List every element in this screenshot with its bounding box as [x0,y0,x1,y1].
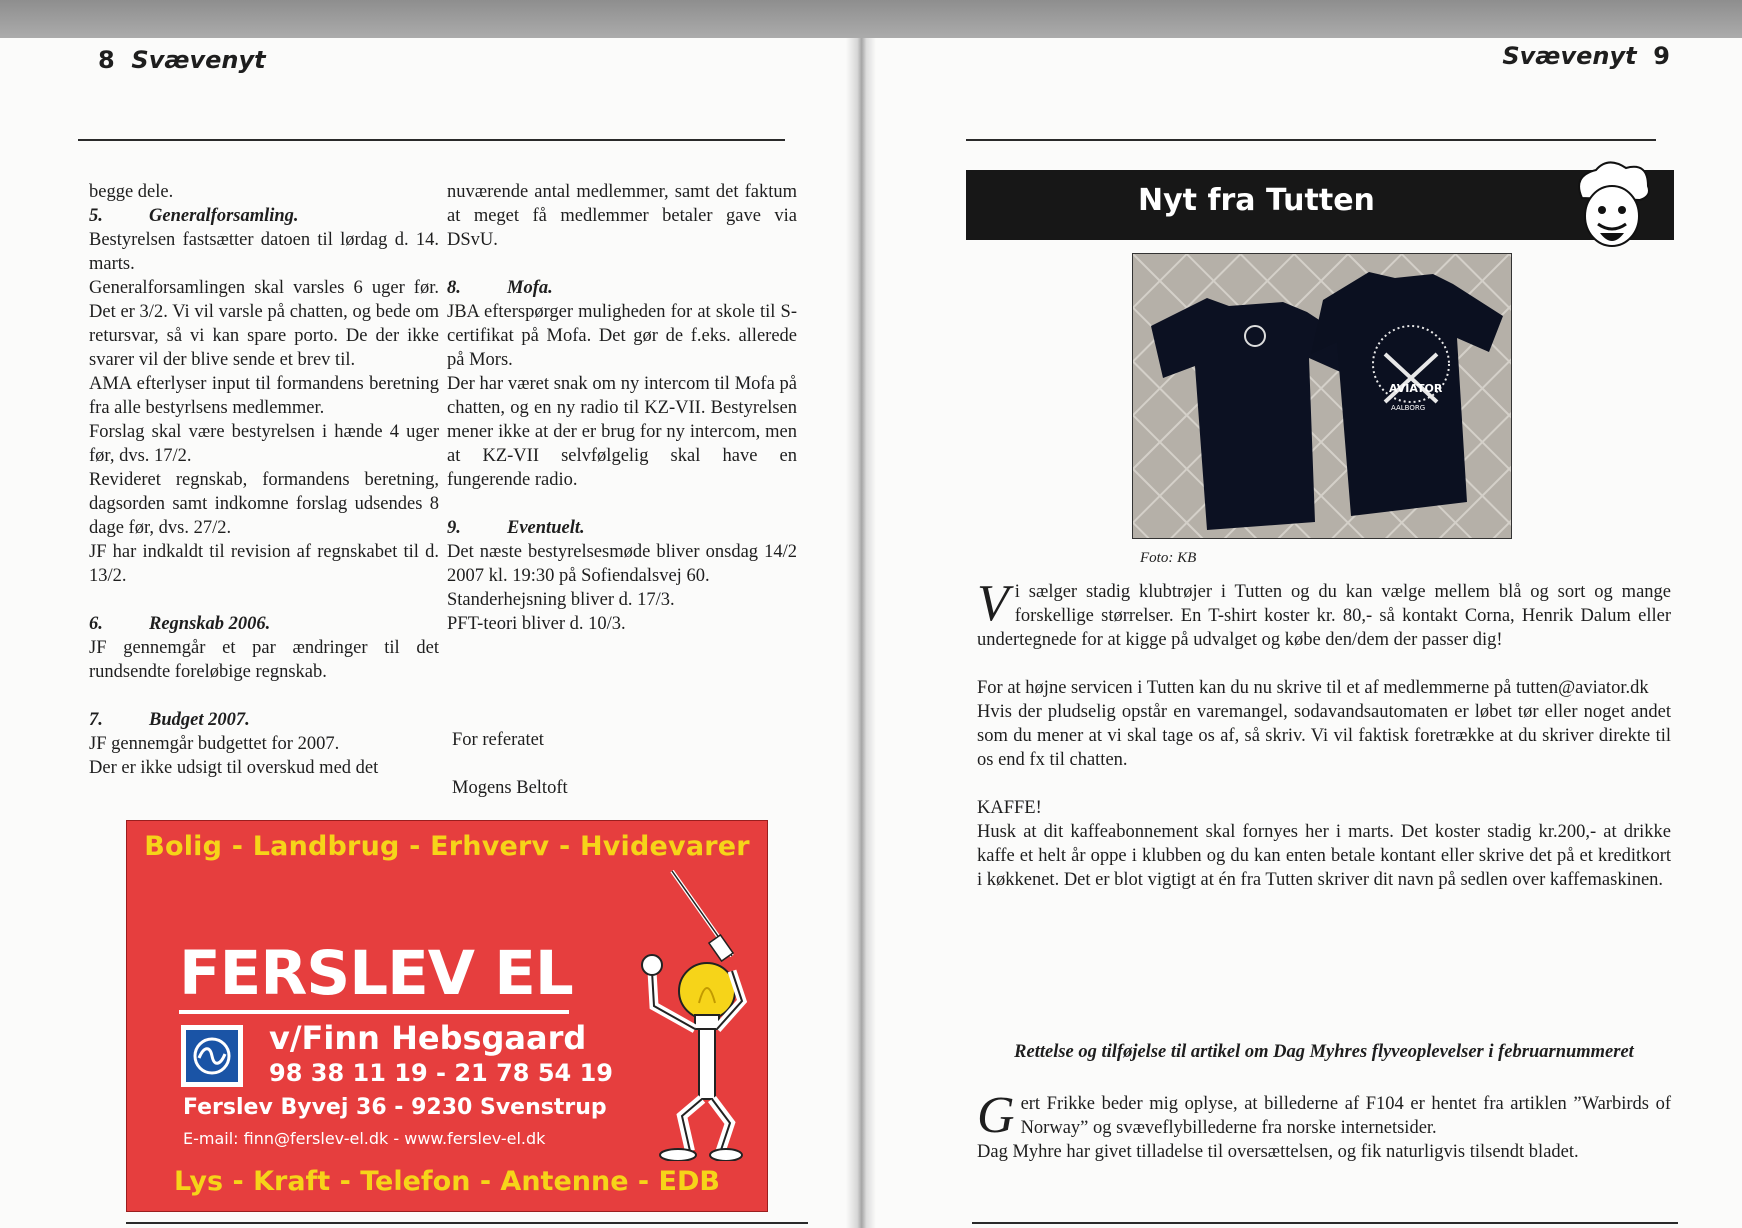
ad-phone: 98 38 11 19 - 21 78 54 19 [269,1059,613,1087]
section-heading: 8. Mofa. [447,278,553,298]
photo-caption: Foto: KB [1140,550,1197,566]
page-number: 9 [1653,42,1670,70]
paragraph: Der har været snak om ny intercom til Mofa på chatten, og en ny radio til KZ-VII. Bestyrelsen mener ikke at der er brug for ny intercom, men at KZ-VII selvfølgelig skal have en fungerende radio. [447,374,797,490]
continued-text: begge dele. [89,182,174,202]
background-top [0,0,1742,40]
left-column-2 [447,180,797,636]
paragraph: JBA efterspørger muligheden for at skole til S-certifikat på Mofa. Det gør de f.eks. allerede på Mors. [447,302,797,370]
ad-owner: v/Finn Hebsgaard [269,1019,587,1057]
ad-brand: FERSLEV EL [179,938,573,1009]
paragraph: Vi sælger stadig klubtrøjer i Tutten og du kan vælge mellem blå og sort og mange forskellige størrelser. En T-shirt koster kr. 80,- så kontakt Corna, Henrik Dalum eller undertegnede for at kigge på udvalget og købe den/dem der passer dig! [977,575,1671,650]
paragraph: Forslag skal være bestyrelsen i hænde 4 uger før, dvs. 17/2. [89,422,439,466]
paragraph: Der er ikke udsigt til overskud med det [89,758,379,778]
article-body-1 [977,575,1671,892]
section-heading: 5. Generalforsamling. [89,206,299,226]
ad-tagline-top: Bolig - Landbrug - Erhverv - Hvidevarer [144,831,750,862]
t-shirts-photo [1132,253,1512,539]
drop-cap: V [977,575,1009,632]
paragraph: Revideret regnskab, formandens beretning, dagsorden samt indkomne forslag udsendes 8 dage før, dvs. 27/2. [89,470,439,538]
signature-name: Mogens Beltoft [452,778,568,798]
lightbulb-man-icon [582,861,762,1161]
left-column-1 [89,180,439,780]
paragraph: JF har indkaldt til revision af regnskabet til d. 13/2. [89,542,439,586]
ad-tagline-bottom: Lys - Kraft - Telefon - Antenne - EDB [174,1166,720,1197]
article-body-2 [977,1087,1671,1164]
paragraph: Generalforsamlingen skal varsles 6 uger før. Det er 3/2. Vi vil varsle på chatten, og bede om retursvar, så vi kan spare porto. De der ikke svarer vil der blive sende et brev til. [89,278,439,370]
header-rule [966,139,1656,141]
ad-brand-underline [179,1010,569,1014]
paragraph: JF gennemgår et par ændringer til det rundsendte foreløbige regnskab. [89,638,439,682]
header-rule [78,139,785,141]
footer-rule [126,1222,808,1224]
left-page-header [98,46,266,74]
shirt-sub: AALBORG [1391,404,1426,412]
drop-cap: G [977,1087,1015,1144]
ad-email: E-mail: finn@ferslev-el.dk - www.ferslev-el.dk [183,1129,546,1148]
paragraph: JF gennemgår budgettet for 2007. [89,734,340,754]
paragraph: Det næste bestyrelsesmøde bliver onsdag 14/2 2007 kl. 19:30 på Sofiendalsvej 60. [447,542,797,586]
paragraph: Standerhejsning bliver d. 17/3. [447,590,675,610]
publication-title: Svævenyt [1502,42,1637,70]
signature-label: For referatet [452,730,544,750]
paragraph: Hvis der pludselig opstår en varemangel, sodavandsautomaten er løbet tør eller noget andet som du mener at vi skal tage os af, så skriv. Vi vil faktisk foretrække at du skriver direkte til os end fx til chatten. [977,702,1671,770]
page-fold [846,38,876,1228]
ad-address: Ferslev Byvej 36 - 9230 Svenstrup [183,1095,607,1120]
shirt-print: AVIATOR [1389,382,1443,395]
section-heading: 9. Eventuelt. [447,518,585,538]
sine-wave-logo-icon [181,1025,243,1087]
paragraph: PFT-teori bliver d. 10/3. [447,614,626,634]
page-number: 8 [98,46,115,74]
advertisement [126,820,768,1212]
publication-title: Svævenyt [131,46,266,74]
section-heading: 7. Budget 2007. [89,710,250,730]
paragraph: nuværende antal medlemmer, samt det faktum at meget få medlemmer betaler gave via DSvU. [447,182,797,250]
paragraph: Husk at dit kaffeabonnement skal fornyes her i marts. Det koster stadig kr.200,- at drikke kaffe et helt år oppe i klubben og du kan enten betale kontant eller skrive det på et kreditkort i køkkenet. Det er blot vigtigt at én fra Tutten skriver dit navn på sedlen over kaffemaskinen. [977,822,1671,890]
right-page-header [1502,42,1670,70]
paragraph: For at højne servicen i Tutten kan du nu skrive til et af medlemmerne på tutten@aviator.dk [977,678,1649,698]
chef-face-icon [1562,158,1662,254]
section-banner [966,170,1674,240]
paragraph: Bestyrelsen fastsætter datoen til lørdag d. 14. marts. [89,230,439,274]
footer-rule [972,1222,1678,1224]
paragraph: Gert Frikke beder mig oplyse, at billederne af F104 er hentet fra artiklen ”Warbirds of Norway” og svæveflybillederne fra norske internetsider. [977,1087,1671,1144]
paragraph: Dag Myhre har givet tilladelse til oversættelsen, og fik naturligvis tilsendt bladet. [977,1142,1579,1162]
paragraph-heading: KAFFE! [977,798,1042,818]
section-heading: 6. Regnskab 2006. [89,614,271,634]
section-title: Nyt fra Tutten [1138,183,1375,218]
correction-heading: Rettelse og tilføjelse til artikel om Dag Myhres flyveoplevelser i februarnummeret [1014,1042,1634,1062]
paragraph: AMA efterlyser input til formandens beretning fra alle bestyrlsens medlemmer. [89,374,439,418]
